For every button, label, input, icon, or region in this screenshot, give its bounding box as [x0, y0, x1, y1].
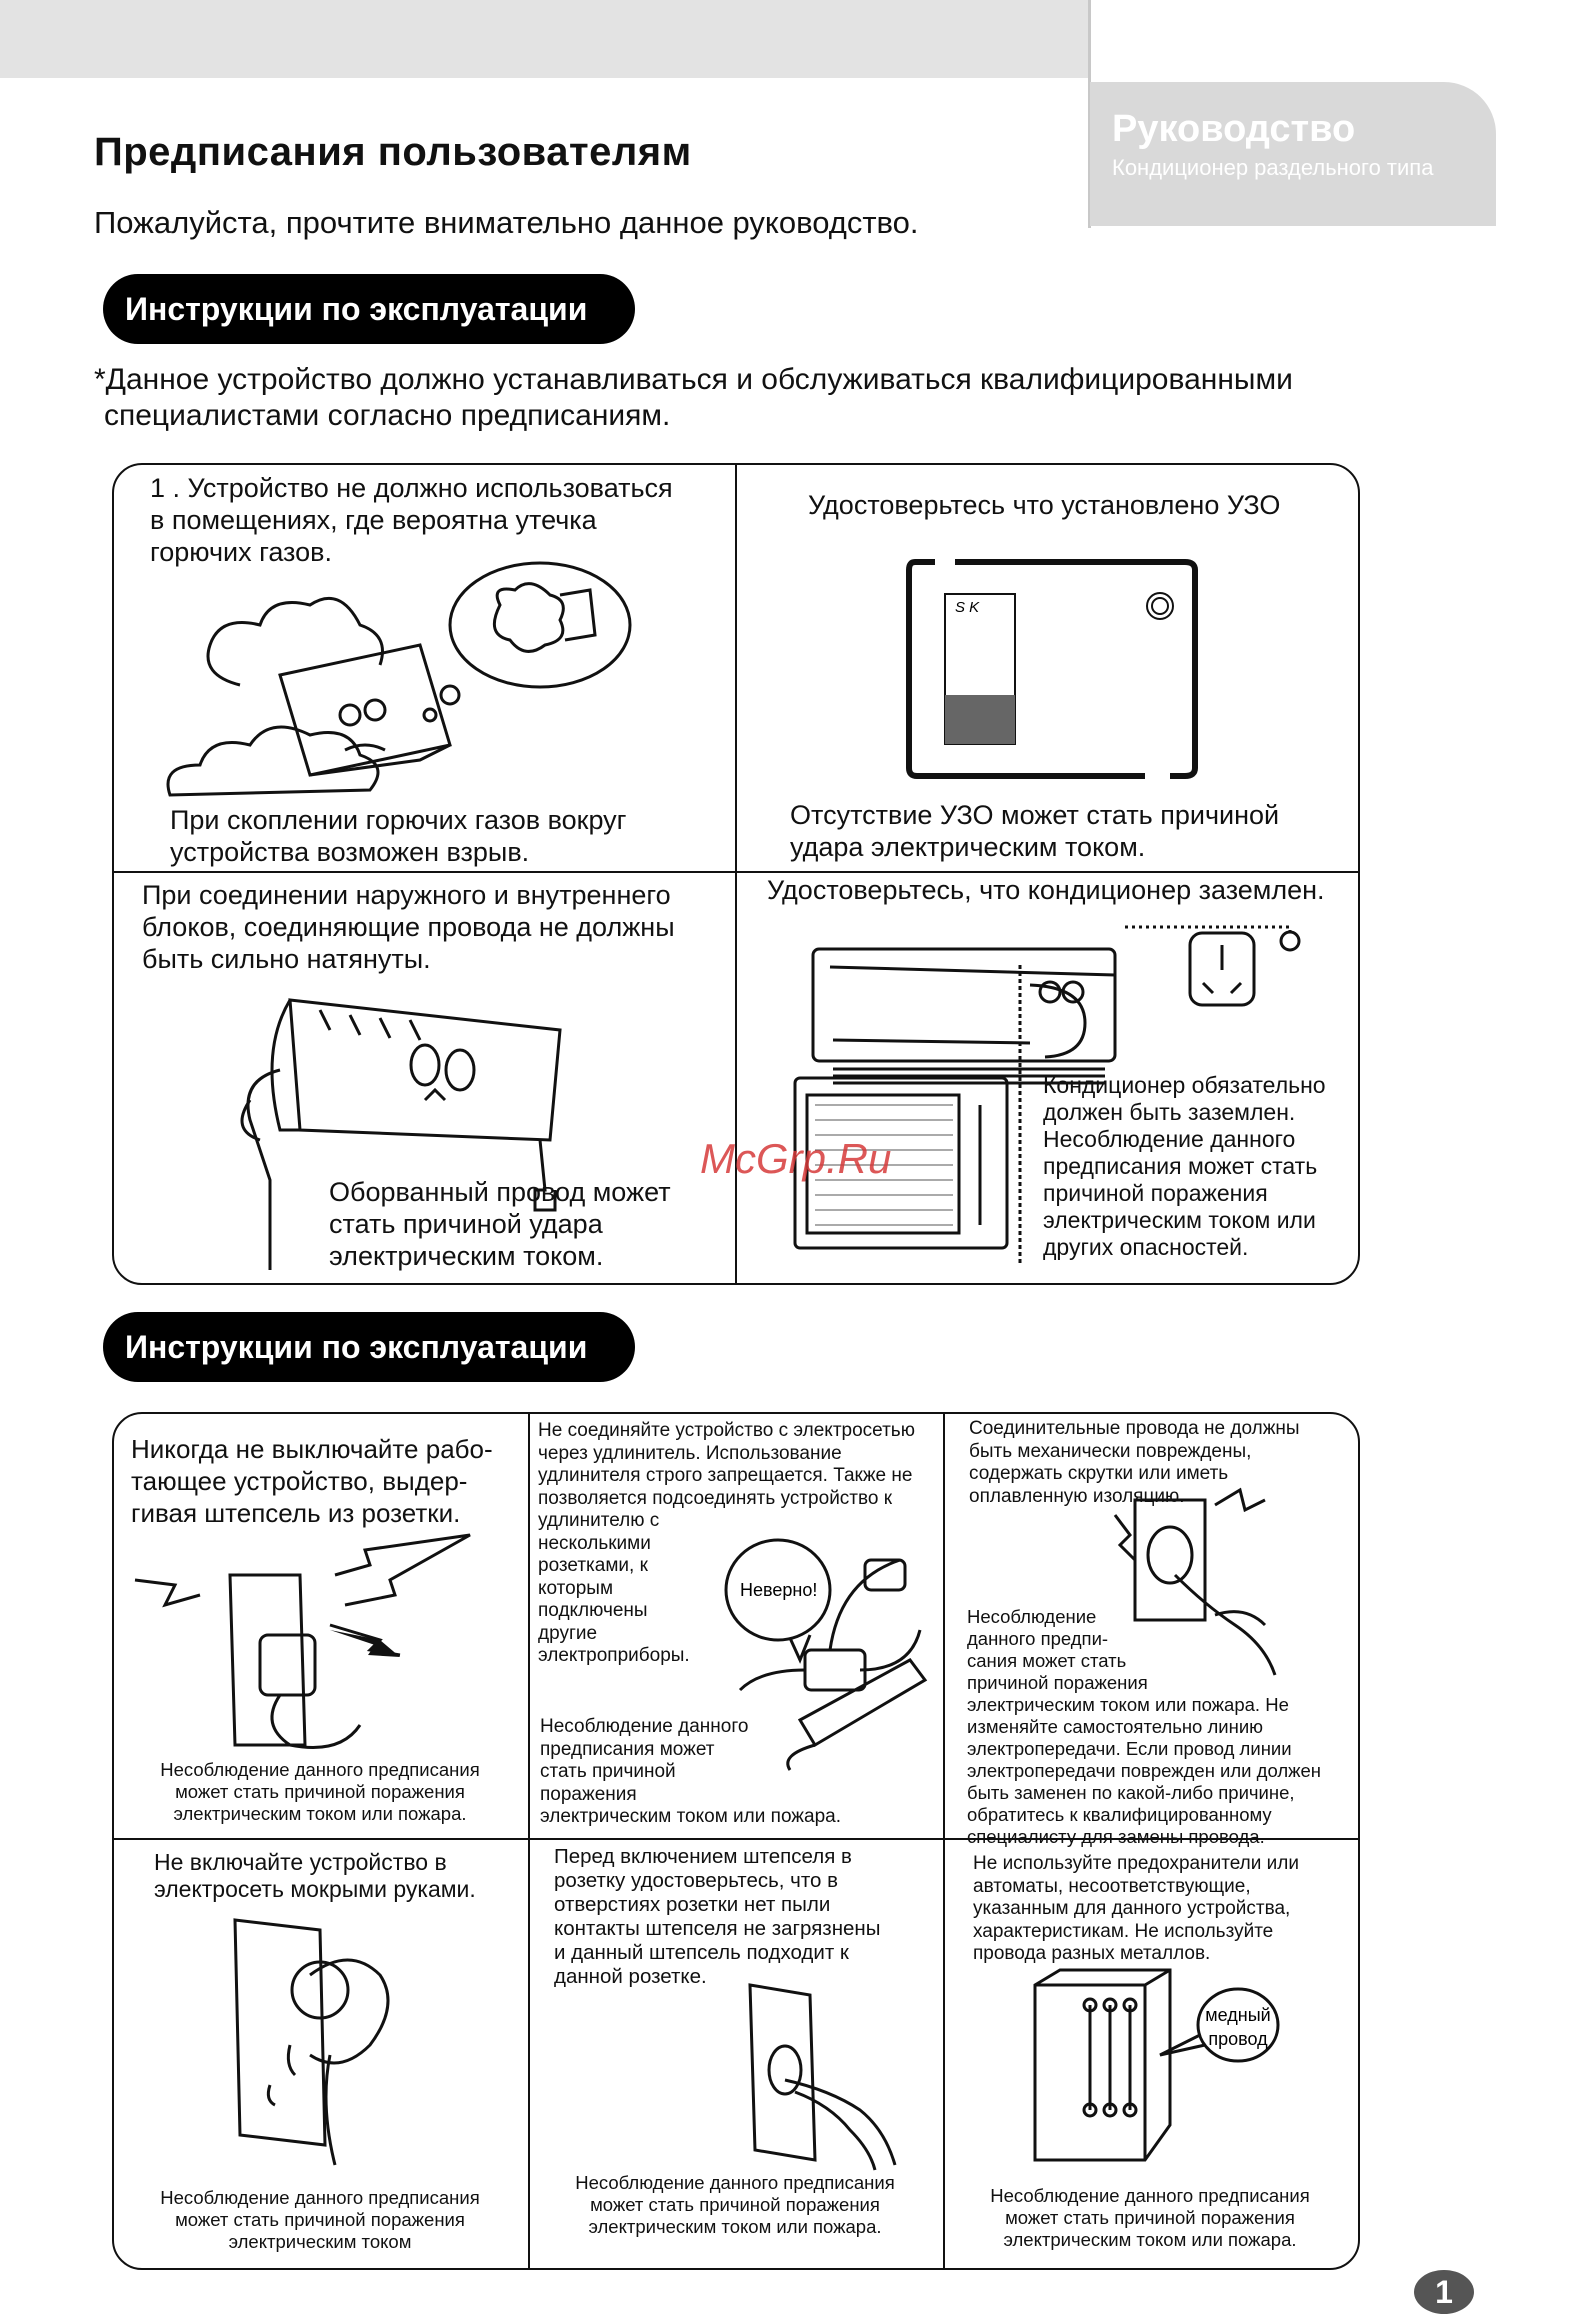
wet-hands-illustration	[230, 1915, 410, 2175]
damaged-line-4: оплавленную изоляцию.	[969, 1485, 1185, 1507]
watermark: McGrp.Ru	[700, 1135, 892, 1182]
gas-line-3: горючих газов.	[150, 537, 332, 567]
extension-line-2: через удлинитель. Использование	[538, 1442, 842, 1464]
gas-warning-text	[150, 472, 673, 568]
socket-plug-illustration	[700, 1980, 910, 2170]
damaged-consequence-line-10: обратитесь к квалифицированному	[967, 1804, 1272, 1825]
note-line-2: специалистами согласно предписаниям.	[104, 399, 671, 432]
unplug-consequence-line-2: может стать причиной поражения	[175, 1781, 465, 1802]
wrong-bubble-text: Неверно!	[740, 1580, 818, 1600]
fuse-line-3: указанным для данного устройства,	[973, 1898, 1291, 1919]
manual-sublabel: Кондиционер раздельного типа	[1112, 155, 1434, 180]
ground-line-2: должен быть заземлен.	[1043, 1099, 1296, 1125]
fuse-line-4: характеристикам. Не используйте	[973, 1920, 1274, 1942]
rcd-consequence-line-2: удара электрическим током.	[790, 832, 1146, 862]
rcd-consequence-line-1: Отсутствие УЗО может стать причиной	[790, 800, 1280, 830]
damaged-consequence-line-3: сания может стать	[967, 1650, 1127, 1671]
gas-consequence-line-2: устройства возможен взрыв.	[170, 837, 530, 867]
extension-consequence-line-3: стать причиной	[540, 1761, 676, 1782]
fuse-consequence-text	[960, 2185, 1340, 2251]
fuse-line-1: Не используйте предохранители или	[973, 1853, 1299, 1874]
wet-line-2: электросеть мокрыми руками.	[154, 1876, 476, 1902]
copper-wire-bubble-line-1: медный	[1205, 2005, 1271, 2025]
rcd-consequence-text	[790, 799, 1279, 863]
wires-line-1: При соединении наружного и внутреннего	[142, 880, 671, 910]
unplug-illustration	[130, 1545, 480, 1755]
panel2-divider-vertical-1	[528, 1412, 530, 2270]
extension-line-5: удлинителю с	[538, 1510, 660, 1531]
gas-line-2: в помещениях, где вероятна утечка	[150, 505, 597, 535]
page-number: 1	[1435, 2274, 1453, 2310]
page-title: Предписания пользователям	[94, 130, 692, 174]
clean-line-4: контакты штепселя не загрязнены	[554, 1917, 881, 1940]
extension-line-1: Не соединяйте устройство с электросетью	[538, 1420, 915, 1441]
clean-consequence-line-2: может стать причиной поражения	[590, 2194, 880, 2215]
clean-socket-warning-text	[554, 1845, 880, 1989]
extension-consequence-line-2: предписания может	[540, 1738, 715, 1760]
damaged-consequence-line-6: изменяйте самостоятельно линию	[967, 1716, 1264, 1737]
unplug-consequence-line-3: электрическим током или пожара.	[173, 1803, 467, 1824]
page-subtitle: Пожалуйста, прочтите внимательно данное руководство.	[94, 205, 919, 240]
ground-line-4: предписания может стать	[1043, 1153, 1318, 1179]
extension-line-3: удлинителя строго запрещается. Также не	[538, 1465, 913, 1486]
clean-line-6: данной розетке.	[554, 1965, 707, 1988]
unplug-line-3: гивая штепсель из розетки.	[131, 1498, 461, 1528]
gas-line-1: 1 . Устройство не должно использоваться	[150, 473, 673, 503]
clean-socket-consequence-text	[545, 2172, 925, 2238]
wet-line-1: Не включайте устройство в	[154, 1849, 447, 1875]
damaged-consequence-line-2: данного предпи-	[967, 1628, 1109, 1649]
extension-line-8: которым	[538, 1577, 614, 1599]
unplug-line-1: Никогда не выключайте рабо-	[131, 1434, 493, 1464]
extension-line-4: позволяется подсоединять устройство к	[538, 1487, 893, 1509]
extension-consequence-line-1: Несоблюдение данного	[540, 1716, 749, 1737]
wires-consequence-line-2: стать причиной удара	[329, 1209, 603, 1239]
extension-line-11: электроприборы.	[538, 1645, 690, 1666]
ground-line-6: электрическим током или	[1043, 1207, 1316, 1233]
wet-hands-consequence-text	[130, 2187, 510, 2253]
extension-line-10: другие	[538, 1622, 598, 1644]
damaged-consequence-line-1: Несоблюдение	[967, 1606, 1097, 1627]
section-heading-2: Инструкции по эксплуатации	[103, 1312, 635, 1382]
ground-line-3: Несоблюдение данного	[1043, 1126, 1296, 1152]
section-heading-1: Инструкции по эксплуатации	[103, 274, 635, 344]
damaged-consequence-line-5: электрическим током или пожара. Не	[967, 1694, 1289, 1715]
gas-leak-illustration	[160, 565, 630, 805]
extension-line-7: розетками, к	[538, 1555, 648, 1576]
wires-warning-text	[142, 879, 675, 975]
wires-line-2: блоков, соединяющие провода не должны	[142, 912, 675, 942]
panel2-divider-vertical-2	[943, 1412, 945, 2270]
gas-consequence-text	[170, 804, 627, 868]
clean-line-3: отверстиях розетки нет пыли	[554, 1893, 831, 1916]
damaged-consequence-line-9: быть заменен по какой-либо причине,	[967, 1782, 1295, 1803]
extension-line-6: несколькими	[538, 1532, 651, 1554]
damaged-line-3: содержать скрутки или иметь	[969, 1463, 1229, 1484]
ground-warning-text: Удостоверьтесь, что кондиционер заземлен.	[767, 875, 1325, 905]
unplug-warning-text	[131, 1433, 493, 1529]
page-number-badge	[1414, 2270, 1474, 2314]
unplug-consequence-text	[130, 1759, 510, 1825]
clean-consequence-line-1: Несоблюдение данного предписания	[575, 2172, 895, 2193]
copper-wire-bubble-line-2: провод	[1208, 2029, 1268, 2049]
ground-line-5: причиной поражения	[1043, 1180, 1268, 1206]
header-tab-panel	[1090, 82, 1496, 226]
wires-consequence-line-1: Оборванный провод может	[329, 1177, 671, 1207]
gas-consequence-line-1: При скоплении горючих газов вокруг	[170, 805, 627, 835]
damaged-line-1: Соединительные провода не должны	[969, 1418, 1300, 1439]
fuse-consequence-line-2: может стать причиной поражения	[1005, 2207, 1295, 2228]
extension-consequence-text	[540, 1716, 841, 1829]
manual-label: Руководство	[1112, 108, 1356, 150]
fuse-panel-illustration	[1020, 1965, 1290, 2165]
switch-label: S K	[955, 599, 980, 616]
damaged-consequence-line-11: специалисту для замены провода.	[967, 1826, 1265, 1847]
unplug-line-2: тающее устройство, выдер-	[131, 1466, 468, 1496]
wet-hands-warning-text	[154, 1849, 476, 1903]
wet-consequence-line-2: может стать причиной поражения	[175, 2209, 465, 2230]
clean-line-5: и данный штепсель подходит к	[554, 1941, 849, 1964]
installation-note	[94, 362, 1394, 434]
rcd-warning-text: Удостоверьтесь что установлено УЗО	[808, 490, 1281, 520]
wires-consequence-line-3: электрическим током.	[329, 1241, 604, 1271]
extension-consequence-line-4: поражения	[540, 1783, 637, 1805]
wires-line-3: быть сильно натянуты.	[142, 944, 431, 974]
ground-line-1: Кондиционер обязательно	[1043, 1072, 1326, 1098]
extension-consequence-line-5: электрическим током или пожара.	[540, 1806, 841, 1827]
clean-consequence-line-3: электрическим током или пожара.	[588, 2216, 882, 2237]
damaged-consequence-line-8: электропередачи поврежден или должен	[967, 1760, 1322, 1781]
fuse-line-5: провода разных металлов.	[973, 1943, 1211, 1964]
ground-line-7: других опасностей.	[1043, 1234, 1249, 1260]
damaged-consequence-line-4: причиной поражения	[967, 1672, 1148, 1693]
damaged-wire-consequence-text	[967, 1606, 1321, 1848]
extension-line-9: подключены	[538, 1600, 648, 1621]
note-line-1: *Данное устройство должно устанавливаться и обслуживаться квалифицированными	[94, 363, 1293, 396]
unplug-consequence-line-1: Несоблюдение данного предписания	[160, 1759, 480, 1780]
damaged-consequence-line-7: электропередачи. Если провод линии	[967, 1738, 1292, 1759]
ground-consequence-text	[1043, 1072, 1326, 1261]
fuse-line-2: автоматы, несоответствующие,	[973, 1875, 1251, 1897]
panel1-divider-horizontal	[112, 871, 1360, 873]
fuse-consequence-line-3: электрическим током или пожара.	[1003, 2229, 1297, 2250]
wet-consequence-line-3: электрическим током	[228, 2231, 412, 2252]
wires-consequence-text	[329, 1176, 671, 1272]
clean-line-2: розетку удостоверьтесь, что в	[554, 1869, 838, 1892]
damaged-line-2: быть механически повреждены,	[969, 1440, 1252, 1462]
wet-consequence-line-1: Несоблюдение данного предписания	[160, 2187, 480, 2208]
fuse-warning-text	[973, 1853, 1299, 1966]
fuse-consequence-line-1: Несоблюдение данного предписания	[990, 2185, 1310, 2206]
rcd-breaker-illustration	[905, 558, 1200, 780]
clean-line-1: Перед включением штепселя в	[554, 1845, 852, 1868]
